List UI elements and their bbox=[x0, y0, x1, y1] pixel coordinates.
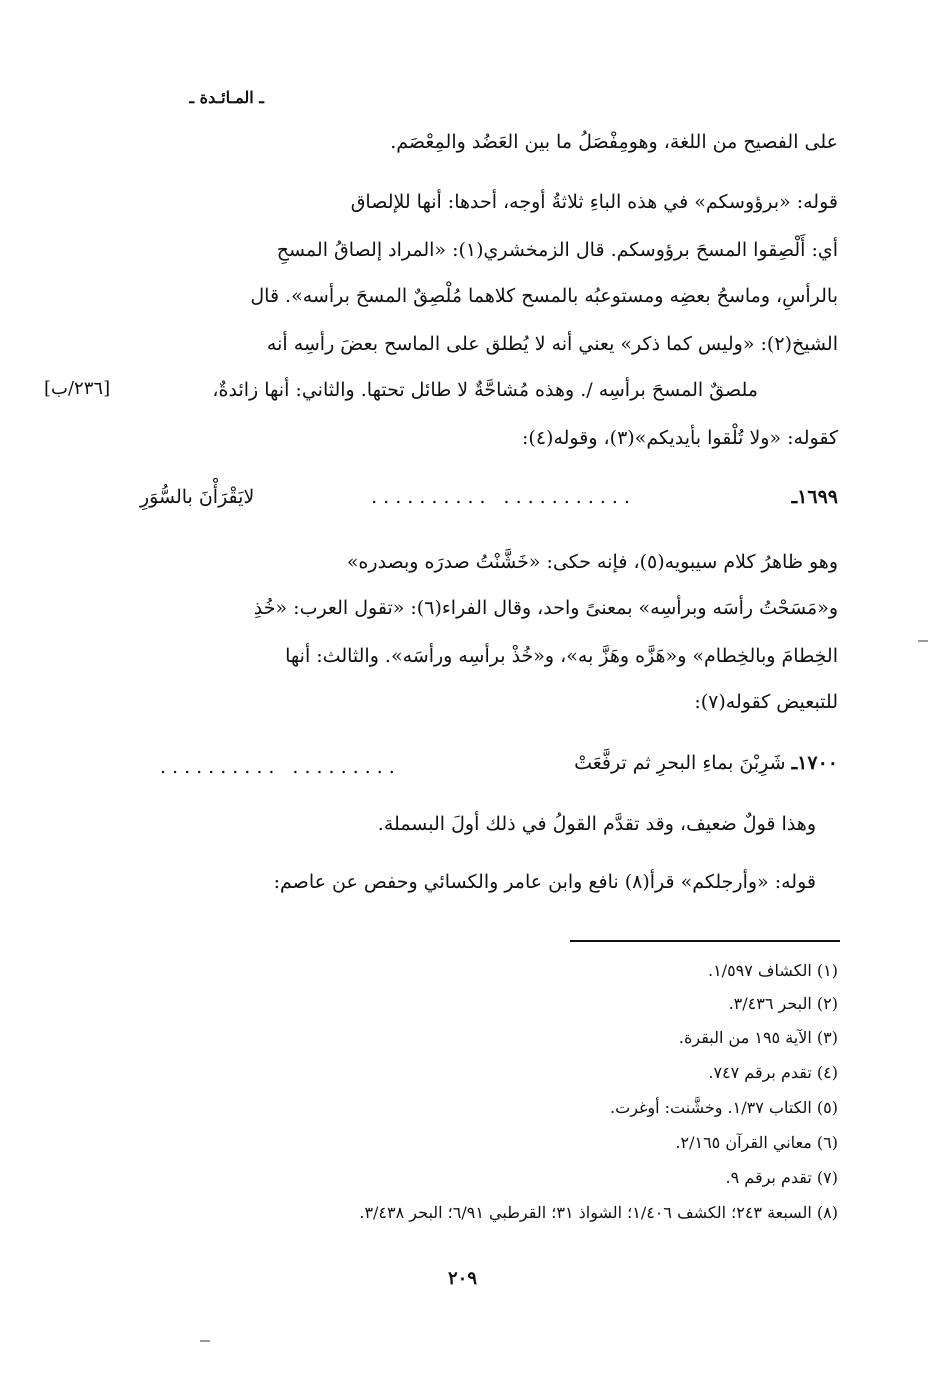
body-line-7: كقوله: «ولا تُلْقوا بأيديكم»(٣)، وقوله(٤): bbox=[521, 427, 838, 449]
body-line-13: قوله: «وأرجلكم» قرأ(٨) نافع وابن عامر والكسائي وحفص عن عاصم: bbox=[273, 871, 816, 893]
footnote-1: (١) الكشاف ١/٥٩٧. bbox=[707, 961, 838, 980]
verse-number: ١٦٩٩ـ bbox=[791, 486, 838, 508]
body-line-3: أي: أَلْصِقوا المسحَ برؤوسكم. قال الزمخشري(١): «المراد إلصاقُ المسحِ bbox=[276, 239, 838, 261]
body-line-4: بالرأسِ، وماسحُ بعضِه ومستوعبُه بالمسح كلاهما مُلْصِقٌ المسحَ برأسه». قال bbox=[250, 285, 838, 307]
footnote-2: (٢) البحر ٣/٤٣٦. bbox=[728, 994, 838, 1013]
verse-1699-dots: ........... .......... bbox=[371, 486, 636, 508]
verse-1699-number bbox=[792, 486, 838, 508]
verse-number: ١٧٠٠ـ bbox=[791, 752, 838, 774]
body-line-5: الشيخ(٢): «وليس كما ذكر» يعني أنه لا يُطلق على الماسح بعضَ رأسِه أنه bbox=[266, 333, 838, 355]
running-header: ـ المـائـدة ـ bbox=[189, 88, 264, 107]
body-line-1: على الفصيح من اللغة، وهومِفْصَلُ ما بين العَضُد والمِعْصَم. bbox=[390, 131, 838, 153]
footnote-4: (٤) تقدم برقم ٧٤٧. bbox=[708, 1063, 838, 1082]
scan-mark bbox=[200, 1340, 210, 1342]
footnote-7: (٧) تقدم برقم ٩. bbox=[725, 1168, 838, 1187]
scan-mark bbox=[918, 640, 928, 642]
manuscript-folio-ref: [٢٣٦/ب] bbox=[44, 378, 111, 399]
body-line-11: للتبعيض كقوله(٧): bbox=[694, 691, 838, 713]
body-line-8: وهو ظاهرُ كلام سيبويه(٥)، فإنه حكى: «خَشَّنْتُ صدرَه وبصدره» bbox=[346, 551, 838, 573]
footnote-3: (٣) الآية ١٩٥ من البقرة. bbox=[678, 1028, 838, 1047]
footnote-6: (٦) معاني القرآن ٢/١٦٥. bbox=[675, 1133, 838, 1152]
body-line-9: و«مَسَحْتُ رأسَه وبرأسِه» بمعنىً واحد، وقال الفراء(٦): «تقول العرب: «خُذِ bbox=[253, 597, 838, 619]
page-number: ٢٠٩ bbox=[448, 1268, 478, 1289]
verse-1699-text: لايَقْرَأْنَ بالسُّوَرِ bbox=[140, 486, 255, 508]
body-line-10: الخِطامَ وبالخِطام» و«هَزَّه وهَزَّ به»، و«خُذْ برأسِه ورأسَه». والثالث: أنها bbox=[285, 645, 838, 667]
body-line-6: ملصقٌ المسحَ برأسِه /. وهذه مُشاحَّةٌ لا طائل تحتها. والثاني: أنها زائدةٌ، bbox=[212, 379, 758, 401]
body-line-2: قوله: «برؤوسكم» في هذه الباءِ ثلاثةُ أوجه، أحدها: أنها للإلصاق bbox=[350, 191, 838, 213]
footnote-separator bbox=[570, 940, 840, 942]
verse-1700-line bbox=[574, 752, 838, 774]
footnote-8: (٨) السبعة ٢٤٣؛ الكشف ١/٤٠٦؛ الشواذ ٣١؛ القرطبي ٦/٩١؛ البحر ٣/٤٣٨. bbox=[359, 1203, 838, 1222]
verse-1700-text: شَرِبْنَ بماءِ البحرِ ثم ترفَّعَتْ bbox=[574, 752, 786, 774]
body-line-12: وهذا قولٌ ضعيف، وقد تقدَّم القولُ في ذلك أولَ البسملة. bbox=[377, 813, 816, 835]
verse-1700-dots: ......... .......... bbox=[160, 756, 401, 778]
footnote-5: (٥) الكتاب ١/٣٧. وخشَّنت: أوغرت. bbox=[610, 1098, 838, 1117]
